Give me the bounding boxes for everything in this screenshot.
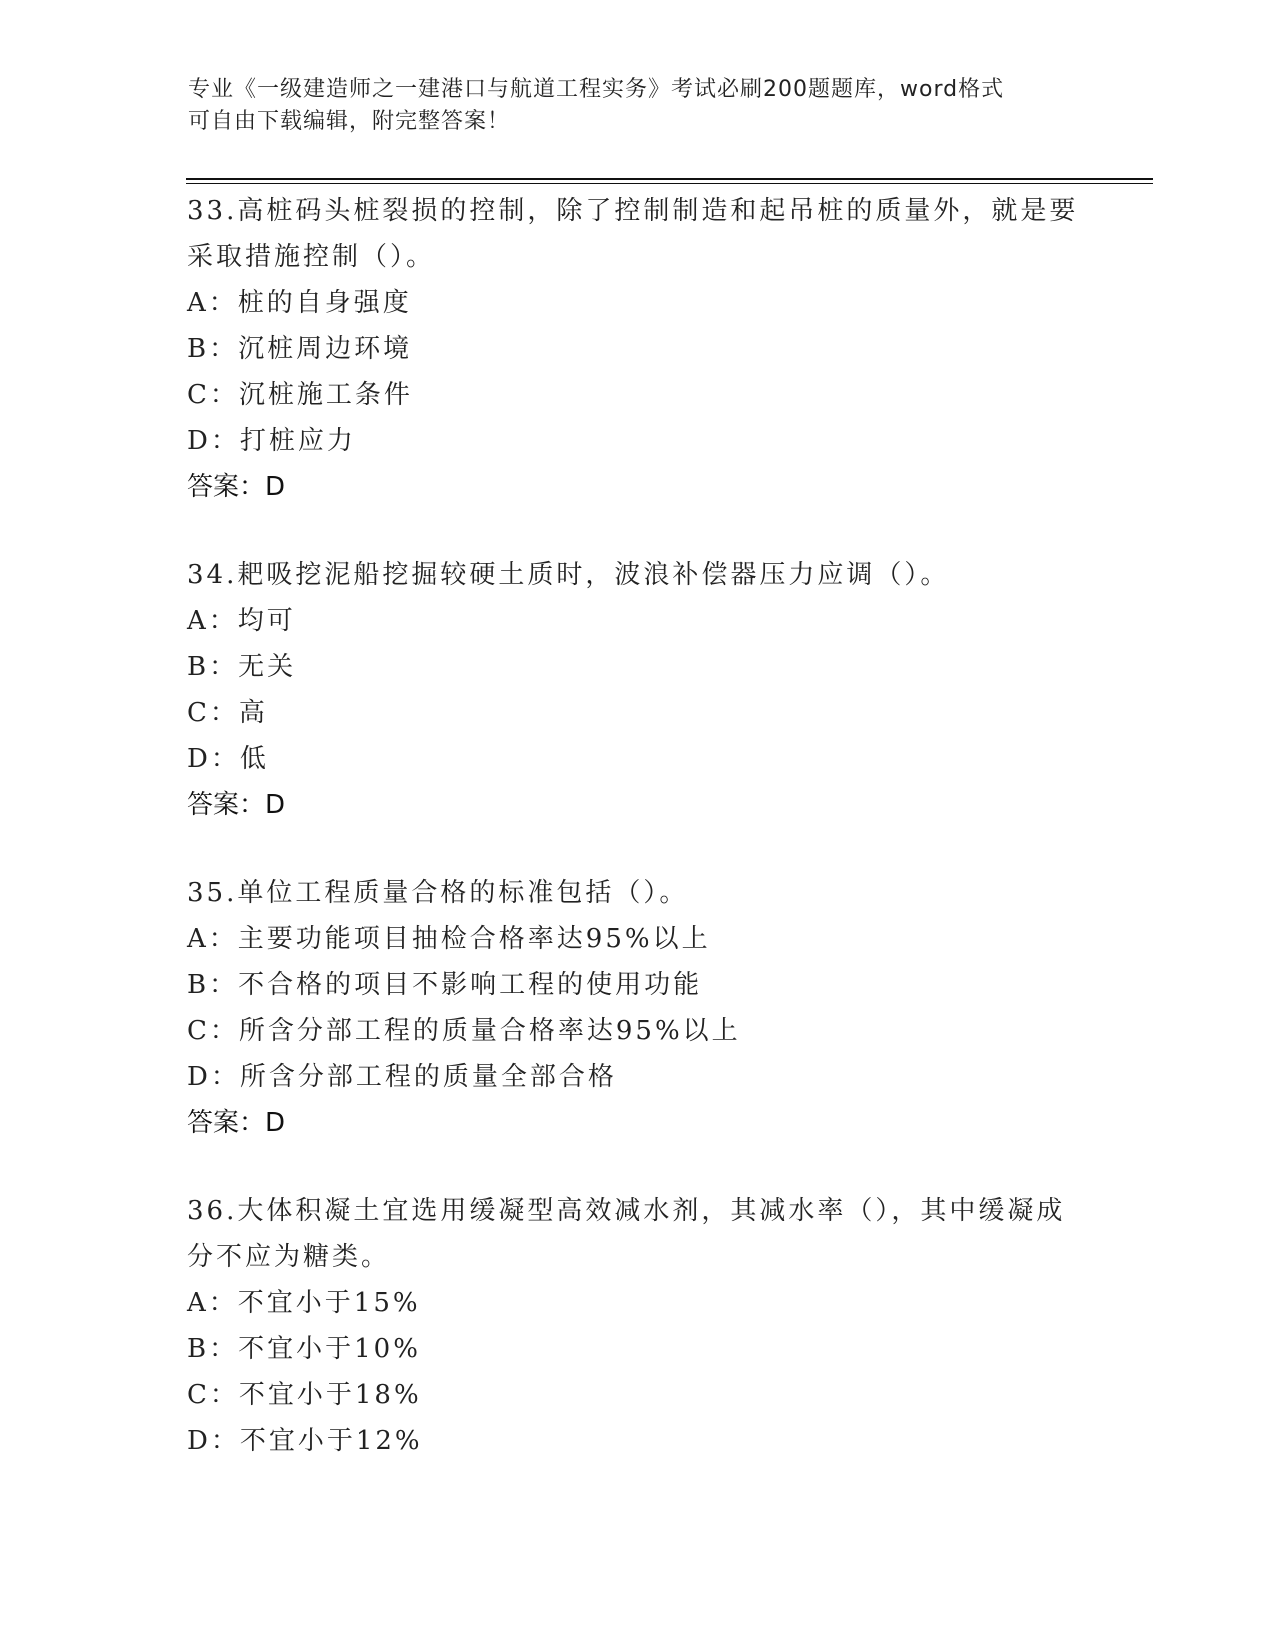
header-line-2: 可自由下载编辑，附完整答案！ (188, 109, 511, 134)
option-b: B：不宜小于10% (187, 1334, 421, 1364)
header-line-1: 专业《一级建造师之一建港口与航道工程实务》考试必刷200题题库，word格式 (188, 77, 1005, 102)
option-c: C：不宜小于18% (187, 1380, 422, 1410)
option-d: D：所含分部工程的质量全部合格 (187, 1062, 617, 1092)
option-c: C：沉桩施工条件 (187, 380, 413, 410)
option-c: C：高 (187, 698, 268, 728)
option-b: B：沉桩周边环境 (187, 334, 413, 364)
question-stem: 34.耙吸挖泥船挖掘较硬土质时，波浪补偿器压力应调（）。 (187, 560, 950, 590)
question-35 (187, 870, 1087, 1146)
option-d: D：不宜小于12% (187, 1426, 423, 1456)
option-a: A：均可 (187, 606, 296, 636)
question-stem-continued: 采取措施控制（）。 (187, 242, 436, 272)
question-list (187, 188, 1087, 1506)
document-header (188, 74, 1068, 138)
option-b: B：不合格的项目不影响工程的使用功能 (187, 970, 703, 1000)
question-36 (187, 1188, 1087, 1464)
question-stem: 35.单位工程质量合格的标准包括（）。 (187, 878, 689, 908)
option-d: D：低 (187, 744, 269, 774)
option-a: A：不宜小于15% (187, 1288, 421, 1318)
answer-label: 答案：D (187, 472, 286, 502)
question-34 (187, 552, 1087, 828)
question-stem: 33.高桩码头桩裂损的控制，除了控制制造和起吊桩的质量外，就是要 (187, 196, 1079, 226)
header-divider-thick (186, 178, 1153, 180)
option-d: D：打桩应力 (187, 426, 356, 456)
option-c: C：所含分部工程的质量合格率达95%以上 (187, 1016, 741, 1046)
question-stem: 36.大体积凝土宜选用缓凝型高效减水剂，其减水率（），其中缓凝成 (187, 1196, 1066, 1226)
header-divider-thin (186, 183, 1153, 184)
option-a: A：主要功能项目抽检合格率达95%以上 (187, 924, 711, 954)
question-33 (187, 188, 1087, 510)
option-a: A：桩的自身强度 (187, 288, 412, 318)
question-stem-continued: 分不应为糖类。 (187, 1242, 391, 1272)
answer-label: 答案：D (187, 1108, 286, 1138)
option-b: B：无关 (187, 652, 297, 682)
answer-label: 答案：D (187, 790, 286, 820)
